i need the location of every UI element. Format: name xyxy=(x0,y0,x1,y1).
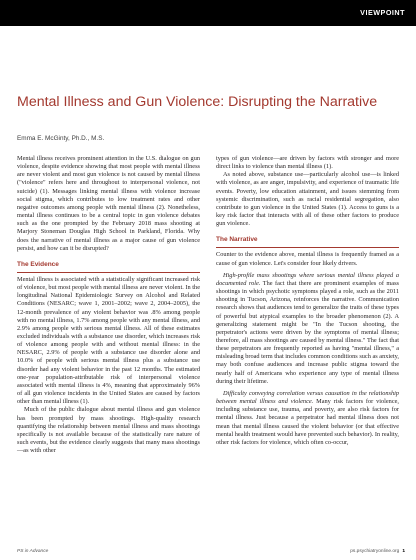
journal-name: PS in Advance xyxy=(17,549,49,554)
body-paragraph-2: As noted above, substance use—particularly alcohol use—is linked with violence, as are anger, impulsivity, and experience of traumatic life events. Poverty, low education attainment, and issues stemming from systemic discrimination, such as racial residential segregation, also contribute to gun violence in the United States (1). Access to guns is a key risk factor that interacts with all of these other factors to produce gun violence. xyxy=(216,171,399,228)
driver-1-text: The fact that there are prominent examples of mass shootings in which psychotic symptoms played a role, such as the 2011 shooting in Tucson, Arizona, reinforces the narrative. Communication research shows that audiences tend to generalize the traits of these types of powerful but atypical examples to the broader phenomenon (2). A generalizing statement might be "In the Tucson shooting, the perpetrator's actions were driven by the symptoms of mental illness; therefore, all mass shootings are caused by mental illness." The fact that these perpetrators are frequently reported as having "mental illness," a misleading broad term that includes common conditions such as anxiety, may both confuse audiences and increase public stigma toward the nearly half of Americans who experience any type of mental illness during their lifetime. xyxy=(216,279,399,385)
driver-2-text: Many risk factors for violence, including substance use, trauma, and poverty, are also risk factors for mental illness. Just because a perpetrator had mental illness does not mean that mental illness caused the violent behavior (or that effective mental health treatment would have prevented such behavior). In reality, other risk factors for violence, which often co-occur, xyxy=(216,398,399,446)
page-number: 1 xyxy=(402,549,405,554)
evidence-paragraph-2: Much of the public dialogue about mental illness and gun violence has been prompted by mass shootings. High-quality research quantifying the relationship between mental illness and mass shootings specifically is not available because of the statistically rare nature of such events, but the evidence clearly suggests that many mass shootings—as with other xyxy=(17,406,200,455)
body-paragraph: types of gun violence—are driven by factors with stronger and more direct links to violence than mental illness (1). xyxy=(216,155,399,171)
footer-right xyxy=(350,549,405,554)
article-title: Mental Illness and Gun Violence: Disrupting the Narrative xyxy=(17,94,378,110)
heading-rule xyxy=(216,247,399,248)
driver-1-lede: High-profile mass shootings where serious mental illness played a documented role. xyxy=(216,271,399,287)
narrative-paragraph: Counter to the evidence above, mental illness is frequently framed as a cause of gun violence. Let's consider four likely drivers. xyxy=(216,251,399,267)
driver-paragraph-1 xyxy=(216,272,399,386)
narrative-heading: The Narrative xyxy=(216,236,258,244)
driver-2-lede: Difficulty conveying correlation versus causation in the relationship between mental illness and violence. xyxy=(216,389,399,406)
header-bar xyxy=(0,0,416,26)
left-column xyxy=(17,155,200,455)
driver-paragraph-2 xyxy=(216,390,399,447)
section-label: VIEWPOINT xyxy=(360,8,405,17)
evidence-heading: The Evidence xyxy=(17,260,59,268)
evidence-paragraph: Mental illness is associated with a statistically significant increased risk of violence, but most people with mental illness are never violent. In the longitudinal National Epidemiologic Survey on Alcohol and Related Conditions (NESARC; wave 1, 2001–2002; wave 2, 2004–2005), the 12-month prevalence of any violent behavior was .8% among people with no mental illness, 1.7% among people with any mental illness, and 2.9% among people with serious mental illness. All of these estimates excluded individuals with a substance use disorder, which increases risk of violence among people with and without mental illness: in the NESARC, 2.9% of people with a substance use disorder alone and 10.0% of people with serious mental illness plus a substance use disorder had any violent behavior in the past 12 months. The estimated one-year population-attributable risk of interpersonal violence associated with mental illness is 4%, meaning that approximately 96% of all gun violence incidents in the United States are caused by factors other than mental illness (1). xyxy=(17,275,200,406)
right-column xyxy=(216,155,399,447)
heading-rule xyxy=(17,272,200,273)
journal-url[interactable]: ps.psychiatryonline.org xyxy=(350,549,400,554)
intro-paragraph: Mental illness receives prominent attention in the U.S. dialogue on gun violence, despite evidence showing that most people with mental illness are never violent and most gun violence is not caused by mental illness ("violence" refers here and throughout to interpersonal violence, not suicide) (1). Messages linking mental illness with violence increase social stigma, which contributes to low treatment rates and other negative outcomes among people with mental illness (2). Nonetheless, mental illness continues to be a central topic in gun violence debates such as the one prompted by the February 2018 mass shooting at Marjory Stoneman Douglas High School in Parkland, Florida. Why does the narrative of mental illness as a major cause of gun violence persist, and how can it be disrupted? xyxy=(17,155,200,252)
author-byline: Emma E. McGinty, Ph.D., M.S. xyxy=(17,135,105,142)
